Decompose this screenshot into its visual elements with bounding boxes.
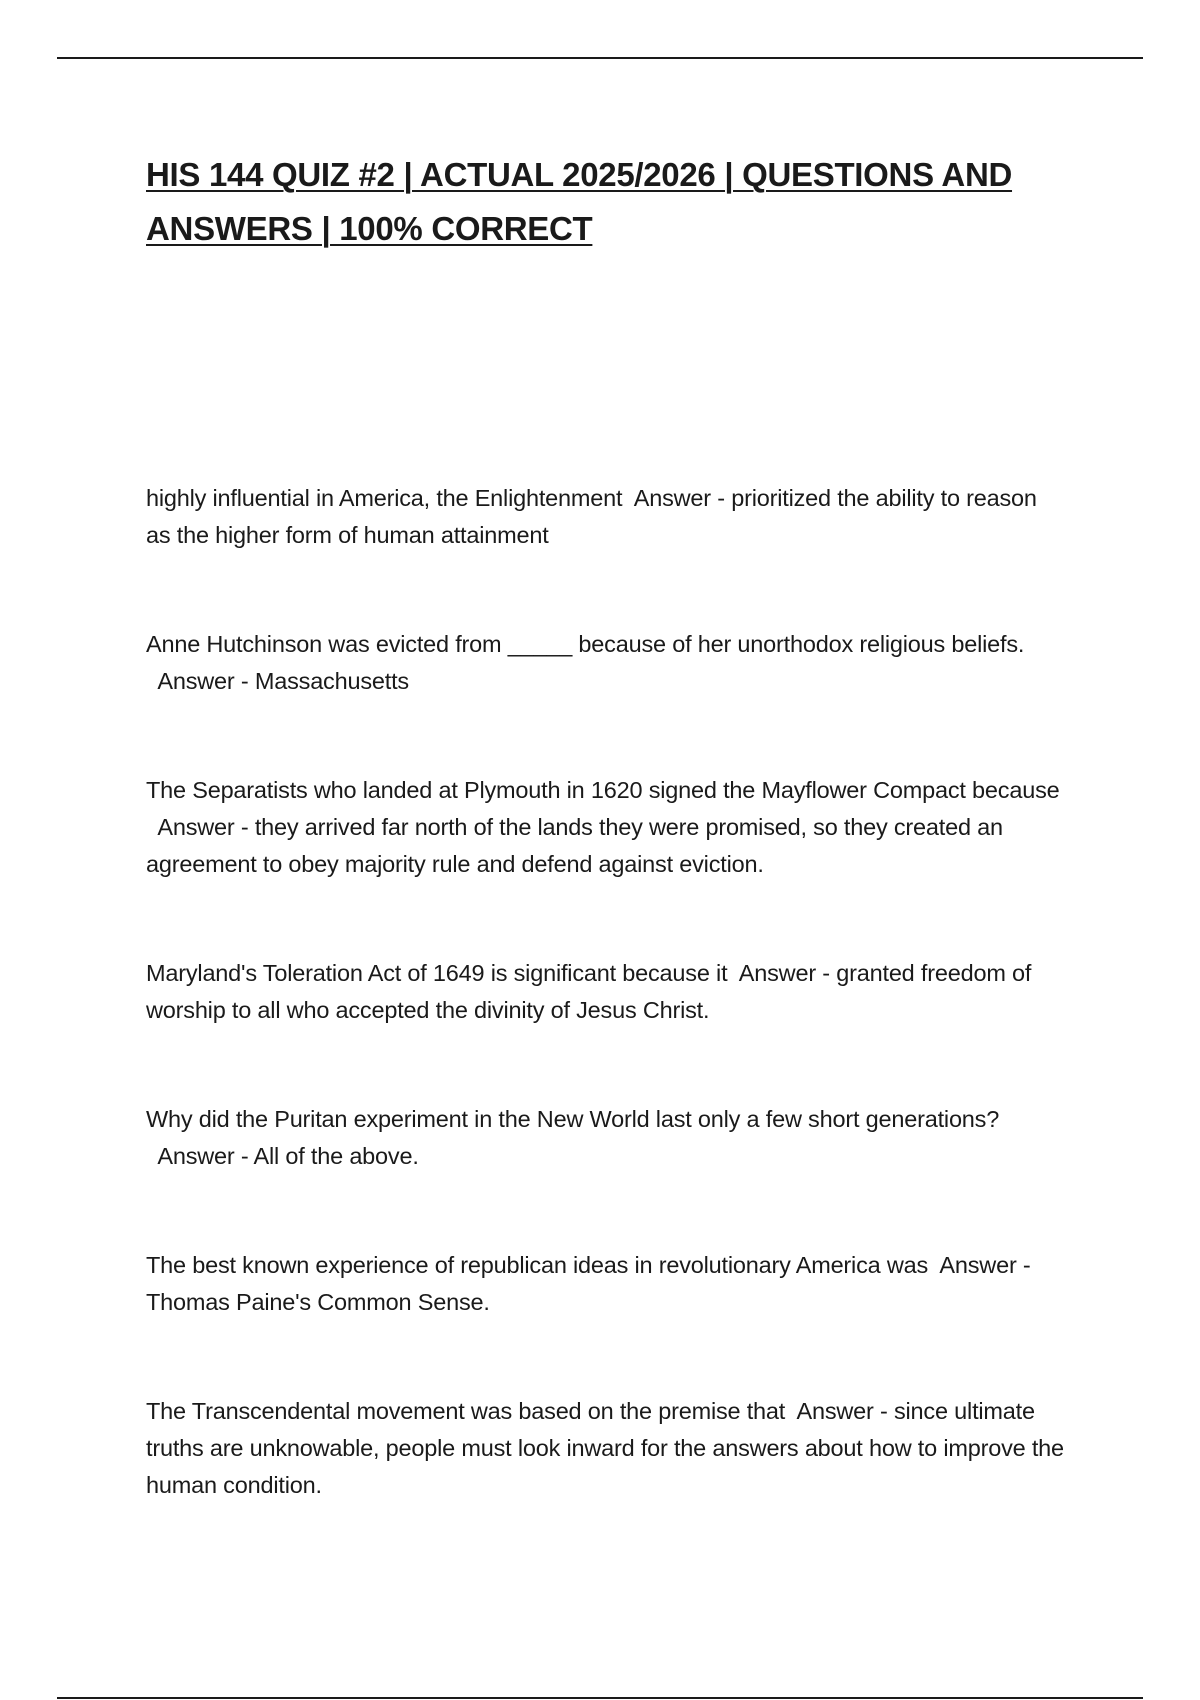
answer-text: Massachusetts — [254, 668, 409, 694]
answer-text: granted freedom of worship to all who accepted the divinity of Jesus Christ. — [146, 960, 1032, 1023]
qa-item — [146, 1393, 1066, 1504]
answer-label: Answer - — [796, 1398, 888, 1424]
question-text: Maryland's Toleration Act of 1649 is significant because it — [146, 960, 728, 986]
qa-item — [146, 626, 1066, 700]
answer-text: prioritized the ability to reason as the higher form of human attainment — [146, 485, 1037, 548]
question-text: Why did the Puritan experiment in the New World last only a few short generations? — [146, 1106, 1000, 1132]
question-text: highly influential in America, the Enlightenment — [146, 485, 623, 511]
qa-item — [146, 772, 1066, 883]
answer-label: Answer - — [633, 485, 725, 511]
question-text: Anne Hutchinson was evicted from _____ because of her unorthodox religious beliefs. — [146, 631, 1025, 657]
question-text: The Separatists who landed at Plymouth in 1620 signed the Mayflower Compact because — [146, 777, 1060, 803]
answer-text: since ultimate truths are unknowable, people must look inward for the answers about how to improve the human condition. — [146, 1398, 1064, 1498]
bottom-rule — [57, 1697, 1143, 1699]
qa-item — [146, 955, 1066, 1029]
answer-label: Answer - — [939, 1252, 1031, 1278]
question-text: The best known experience of republican ideas in revolutionary America was — [146, 1252, 929, 1278]
qa-item — [146, 480, 1066, 554]
qa-item — [146, 1101, 1066, 1175]
answer-text: they arrived far north of the lands they were promised, so they created an agreement to obey majority rule and defend against eviction. — [146, 814, 1003, 877]
answer-label: Answer - — [157, 1143, 249, 1169]
top-rule — [57, 57, 1143, 59]
answer-text: Thomas Paine's Common Sense. — [146, 1289, 490, 1315]
answer-text: All of the above. — [253, 1143, 419, 1169]
document-title: HIS 144 QUIZ #2 | ACTUAL 2025/2026 | QUESTIONS AND ANSWERS | 100% CORRECT — [146, 156, 1013, 247]
qa-item — [146, 1247, 1066, 1321]
answer-label: Answer - — [157, 668, 249, 694]
answer-label: Answer - — [738, 960, 830, 986]
question-text: The Transcendental movement was based on the premise that — [146, 1398, 786, 1424]
answer-label: Answer - — [157, 814, 249, 840]
qa-list — [146, 480, 1066, 1576]
